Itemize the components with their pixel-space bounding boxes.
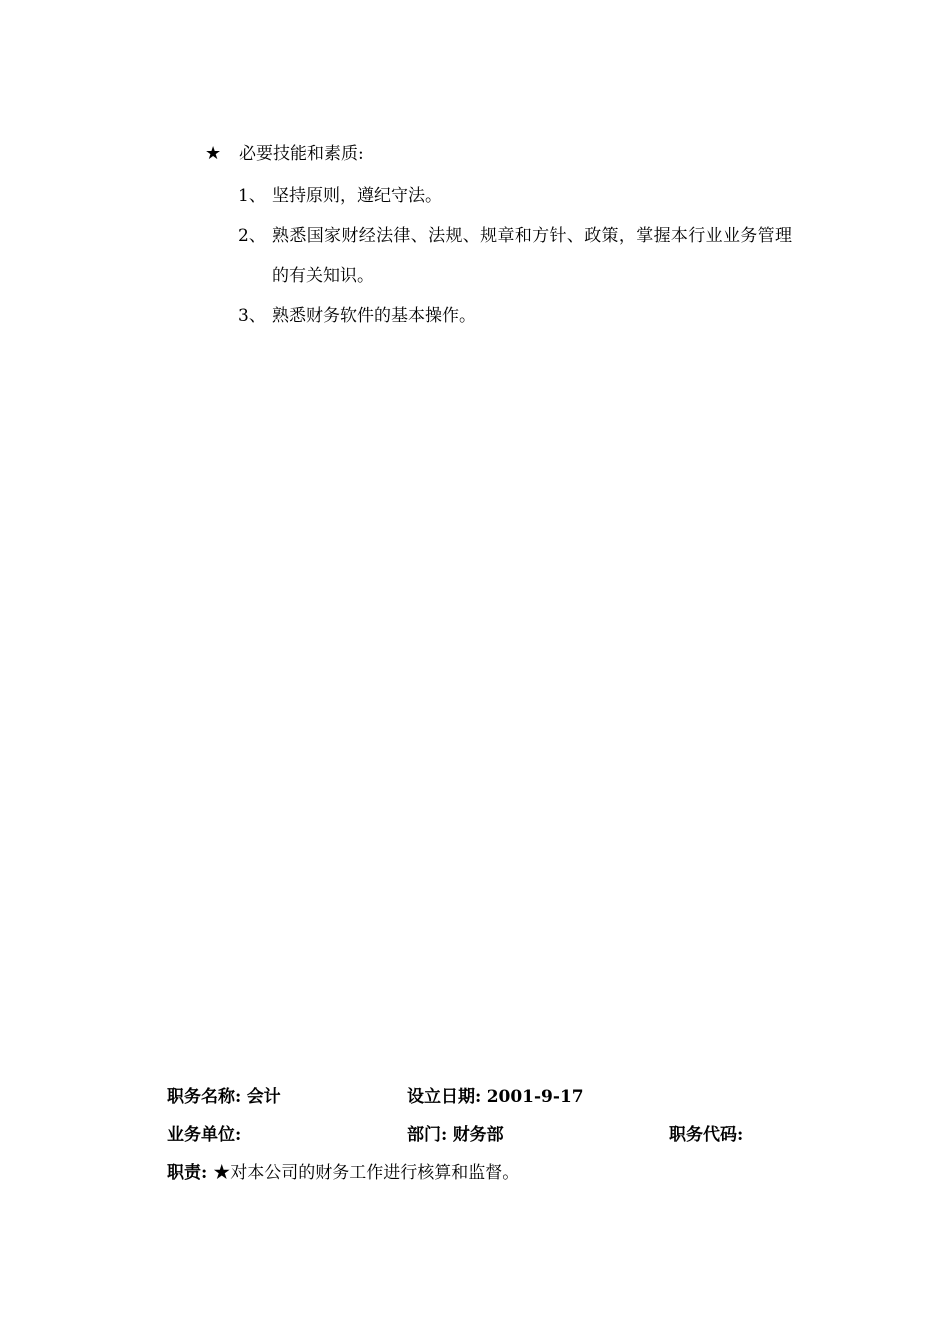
duty-field	[167, 1158, 519, 1188]
skills-section	[205, 140, 805, 336]
skills-heading-text: 必要技能和素质:	[239, 144, 364, 164]
dept-value: 财务部	[452, 1125, 504, 1145]
job-title-label: 职务名称:	[167, 1087, 242, 1107]
code-label: 职务代码:	[669, 1125, 744, 1145]
info-row-duty	[167, 1158, 807, 1196]
dept-label: 部门:	[407, 1125, 448, 1145]
star-icon: ★	[213, 1163, 231, 1183]
date-label: 设立日期:	[407, 1087, 482, 1107]
job-title-value: 会计	[246, 1087, 281, 1107]
info-row-unit-dept-code	[167, 1120, 807, 1158]
list-item-number: 1、	[238, 186, 266, 206]
list-item-text: 熟悉国家财经法律、法规、规章和方针、政策，掌握本行业业务管理的有关知识。	[272, 226, 792, 286]
skills-heading	[205, 140, 805, 168]
list-item-text: 熟悉财务软件的基本操作。	[272, 306, 476, 326]
list-item	[205, 216, 792, 296]
list-item	[205, 296, 792, 336]
job-title-field	[167, 1082, 281, 1112]
star-icon: ★	[205, 143, 222, 164]
code-field	[669, 1120, 743, 1150]
skill-list	[205, 176, 805, 336]
list-item	[205, 176, 792, 216]
job-info-section	[167, 1082, 807, 1196]
list-item-text: 坚持原则，遵纪守法。	[272, 186, 442, 206]
list-item-number: 3、	[238, 306, 266, 326]
date-value: 2001-9-17	[486, 1087, 584, 1107]
unit-field	[167, 1120, 241, 1150]
unit-label: 业务单位:	[167, 1125, 242, 1145]
duty-label: 职责:	[167, 1163, 208, 1183]
dept-field	[407, 1120, 504, 1150]
list-item-number: 2、	[238, 226, 266, 246]
duty-value: 对本公司的财务工作进行核算和监督。	[230, 1163, 520, 1183]
date-field	[407, 1082, 584, 1112]
info-row-title-date	[167, 1082, 807, 1120]
